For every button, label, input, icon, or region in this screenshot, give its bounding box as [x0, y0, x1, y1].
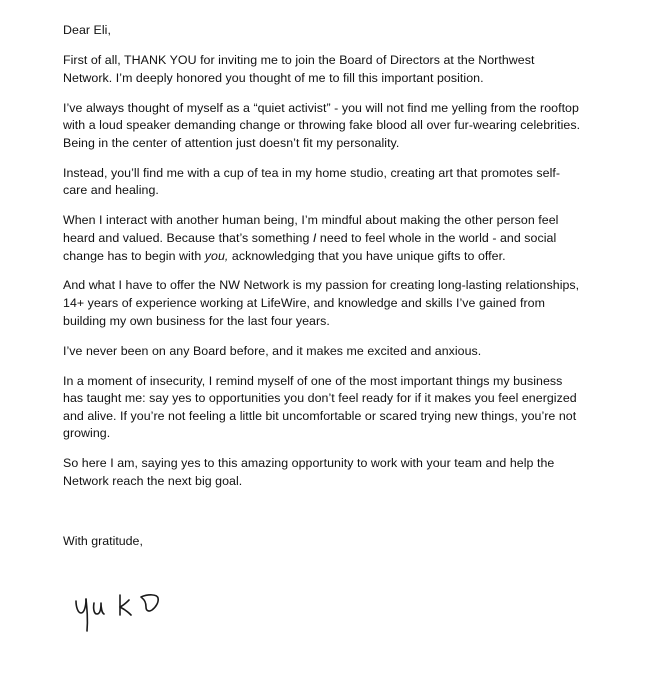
paragraph-8: So here I am, saying yes to this amazing opportunity to work with your team and help the Network reach the next big goal. — [63, 456, 555, 488]
paragraph-6: I’ve never been on any Board before, and it makes me excited and anxious. — [63, 343, 482, 358]
paragraph-4-part-a: When I interact with another human being, I’m mindful about making the other person feel heard and valued. Because that’s something — [63, 213, 559, 245]
paragraph-7: In a moment of insecurity, I remind myself of one of the most important things my business has taught me: say yes to opportunities you don’t feel ready for if it makes you feel energized and alive. If you’re not feeling a little bit uncomfortable or scared trying new things, you’re not growing. — [63, 373, 577, 441]
paragraph-1: First of all, THANK YOU for inviting me to join the Board of Directors at the Northwest Network. I’m deeply honored you thought of me to fill this important position. — [63, 52, 535, 85]
paragraph-3: Instead, you’ll find me with a cup of tea in my home studio, creating art that promotes self-care and healing. — [63, 165, 561, 198]
paragraph-2: I’ve always thought of myself as a “quiet activist” - you will not find me yelling from the rooftop with a loud speaker demanding change or throwing fake blood all over fur-wearing celebrities. Being in the center of attention just doesn’t fit my personality. — [63, 100, 581, 150]
paragraph-4-italic-you: you, — [204, 248, 229, 263]
salutation: Dear Eli, — [63, 23, 111, 37]
paragraph-5: And what I have to offer the NW Network is my passion for creating long-lasting relationships, 14+ years of experience working at LifeWire, and knowledge and skills I’ve gained from building my own business for the last four years. — [63, 278, 580, 328]
paragraph-4 — [63, 212, 583, 265]
signature — [70, 585, 170, 640]
paragraph-4-part-c: acknowledging that you have unique gifts to offer. — [228, 248, 506, 263]
closing: With gratitude, — [63, 534, 143, 548]
paragraph-4-part-b: need to feel whole in the world - and social change has to begin with — [63, 230, 557, 263]
paragraph-4-italic-i: I — [312, 230, 317, 245]
letter-body — [63, 22, 583, 503]
